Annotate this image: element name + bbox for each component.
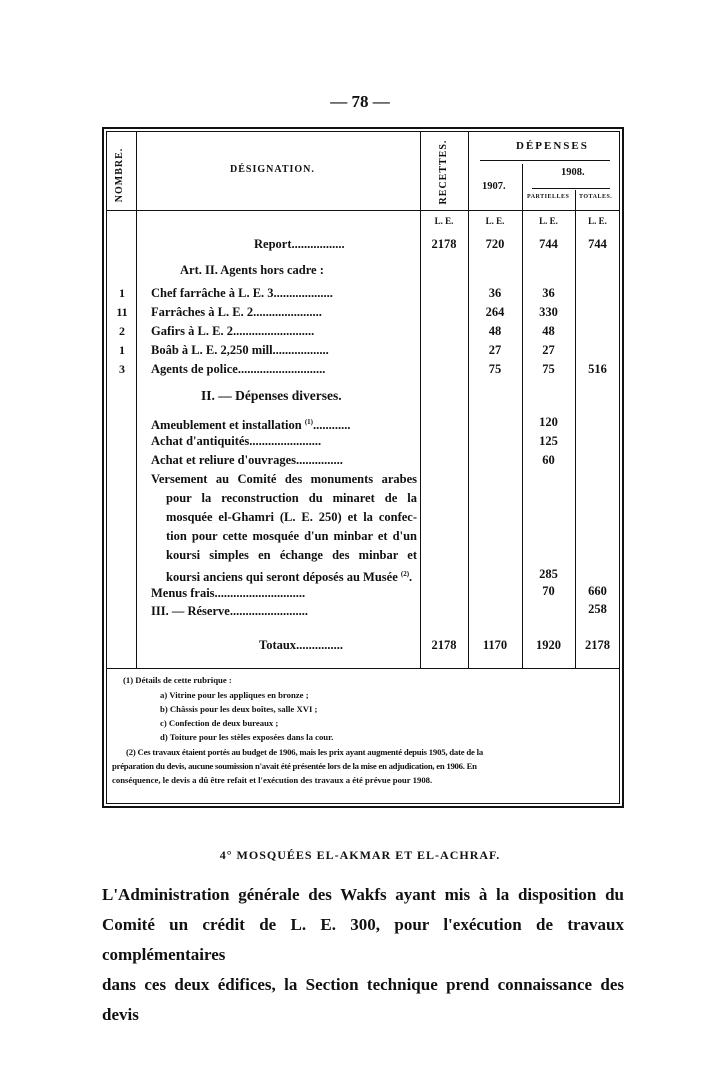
diverses-2-label: Achat d'antiquités....................... bbox=[151, 434, 322, 448]
diverses-3-partielles: 60 bbox=[542, 453, 555, 467]
header-1907: 1907. bbox=[482, 181, 506, 192]
footnote-2-line-2: préparation du devis, aucune soumission n'avait été présentée lors de la mise en adjudication, en 1906. En bbox=[112, 761, 477, 771]
section-heading: 4° MOSQUÉES EL-AKMAR ET EL-ACHRAF. bbox=[219, 848, 501, 862]
depenses-rule bbox=[480, 160, 610, 161]
agent-5-nombre: 3 bbox=[119, 362, 125, 376]
footnote-2-line-1: (2) Ces travaux étaient portés au budget de 1906, mais les prix ayant augmenté depuis 1905, date de la bbox=[126, 747, 484, 757]
versement-line-1: Versement au Comité des monuments arabes bbox=[151, 472, 417, 486]
paragraph-line-1: L'Administration générale des Wakfs ayant mis à la disposition du bbox=[102, 885, 624, 904]
agent-2-partielles: 330 bbox=[539, 305, 558, 319]
menus-label: Menus frais............................. bbox=[151, 586, 306, 600]
agent-2-label: Farrâches à L. E. 2...................... bbox=[151, 305, 322, 319]
footnote-1-a: a) Vitrine pour les appliques en bronze ; bbox=[160, 690, 309, 700]
agent-5-1907: 75 bbox=[488, 362, 502, 376]
report-totales: 744 bbox=[588, 237, 607, 251]
versement-line-3: mosquée el-Ghamri (L. E. 250) et la confec- bbox=[166, 510, 417, 524]
versement-partielles: 285 bbox=[539, 567, 558, 581]
section2-title: II. — Dépenses diverses. bbox=[201, 388, 342, 403]
footnote-1-title: (1) Détails de cette rubrique : bbox=[123, 675, 232, 685]
totaux-partielles: 1920 bbox=[536, 638, 561, 652]
report-1907: 720 bbox=[485, 237, 505, 251]
agent-1-partielles: 36 bbox=[542, 286, 555, 300]
art2-title: Art. II. Agents hors cadre : bbox=[180, 263, 324, 277]
header-1908: 1908. bbox=[561, 167, 585, 178]
agent-2-nombre: 11 bbox=[116, 305, 128, 319]
header-designation: DÉSIGNATION. bbox=[230, 164, 315, 175]
versement-line-2: pour la reconstruction du minaret de la bbox=[166, 491, 417, 505]
report-label: Report................. bbox=[254, 237, 345, 251]
footnote-1-b: b) Châssis pour les deux boîtes, salle XVI ; bbox=[160, 704, 318, 714]
paragraph-line-3: dans ces deux édifices, la Section technique prend connaissance des devis bbox=[102, 975, 624, 1024]
year-1908-rule bbox=[532, 188, 610, 189]
page-number: — 78 — bbox=[330, 92, 390, 111]
diverses-1-partielles: 120 bbox=[539, 415, 558, 429]
agent-4-label: Boâb à L. E. 2,250 mill.................. bbox=[151, 343, 329, 357]
body-paragraph bbox=[102, 880, 624, 1030]
diverses-1-label: Ameublement et installation $^{(1)}$............ bbox=[151, 418, 351, 433]
menus-partielles: 70 bbox=[542, 584, 555, 598]
unit-recettes: L. E. bbox=[434, 216, 454, 226]
agent-1-nombre: 1 bbox=[119, 286, 125, 300]
header-depenses: DÉPENSES bbox=[516, 140, 589, 152]
versement-line-5: koursi simples en échange des minbar et bbox=[166, 548, 417, 562]
unit-1907: L. E. bbox=[485, 216, 505, 226]
agent-5-label: Agents de police............................ bbox=[151, 362, 326, 376]
reserve-totales: 258 bbox=[588, 602, 607, 616]
agent-4-1907: 27 bbox=[488, 343, 502, 357]
totaux-label: Totaux............... bbox=[259, 638, 343, 652]
totaux-totales: 2178 bbox=[585, 638, 610, 652]
agent-4-nombre: 1 bbox=[119, 343, 125, 357]
agent-3-partielles: 48 bbox=[542, 324, 555, 338]
versement-line-4: tion pour cette mosquée d'un minbar et d'un bbox=[166, 529, 417, 543]
table-bottom-line bbox=[106, 668, 620, 669]
header-recettes: RECETTES. bbox=[438, 139, 449, 205]
menus-totales: 660 bbox=[588, 584, 607, 598]
versement-line-6: koursi anciens qui seront déposés au Musée $^{(2)}$. bbox=[166, 570, 413, 585]
col-divider-nombre bbox=[136, 131, 137, 668]
col-divider-designation bbox=[420, 131, 421, 668]
agent-5-totales: 516 bbox=[588, 362, 607, 376]
report-partielles: 744 bbox=[539, 237, 558, 251]
agent-3-1907: 48 bbox=[488, 324, 502, 338]
header-nombre: NOMBRE. bbox=[114, 147, 125, 203]
diverses-3-label: Achat et reliure d'ouvrages............... bbox=[151, 453, 343, 467]
col-divider-recettes bbox=[468, 131, 469, 668]
agent-5-partielles: 75 bbox=[542, 362, 555, 376]
header-bottom-line bbox=[106, 210, 620, 211]
paragraph-line-2: Comité un crédit de L. E. 300, pour l'exécution de travaux complémentaires bbox=[102, 915, 624, 964]
agent-3-label: Gafirs à L. E. 2.......................... bbox=[151, 324, 315, 338]
diverses-2-partielles: 125 bbox=[539, 434, 558, 448]
footnote-2-line-3: conséquence, le devis a dû être refait et l'exécution des travaux a été prévue pour 1908. bbox=[112, 775, 433, 785]
agent-1-label: Chef farrâche à L. E. 3................... bbox=[151, 286, 333, 300]
header-totales: TOTALES. bbox=[579, 194, 613, 200]
agent-3-nombre: 2 bbox=[119, 324, 125, 338]
agent-4-partielles: 27 bbox=[542, 343, 555, 357]
totaux-recettes: 2178 bbox=[431, 638, 457, 652]
footnote-1-c: c) Confection de deux bureaux ; bbox=[160, 718, 279, 728]
totaux-1907: 1170 bbox=[482, 638, 508, 652]
footnote-1-d: d) Toiture pour les stèles exposées dans la cour. bbox=[160, 732, 334, 742]
header-partielles: PARTIELLES bbox=[527, 194, 570, 200]
reserve-label: III. — Réserve......................... bbox=[151, 604, 308, 618]
unit-partielles: L. E. bbox=[539, 216, 558, 226]
agent-1-1907: 36 bbox=[488, 286, 502, 300]
agent-2-1907: 264 bbox=[485, 305, 505, 319]
unit-totales: L. E. bbox=[588, 216, 607, 226]
report-recettes: 2178 bbox=[431, 237, 457, 251]
